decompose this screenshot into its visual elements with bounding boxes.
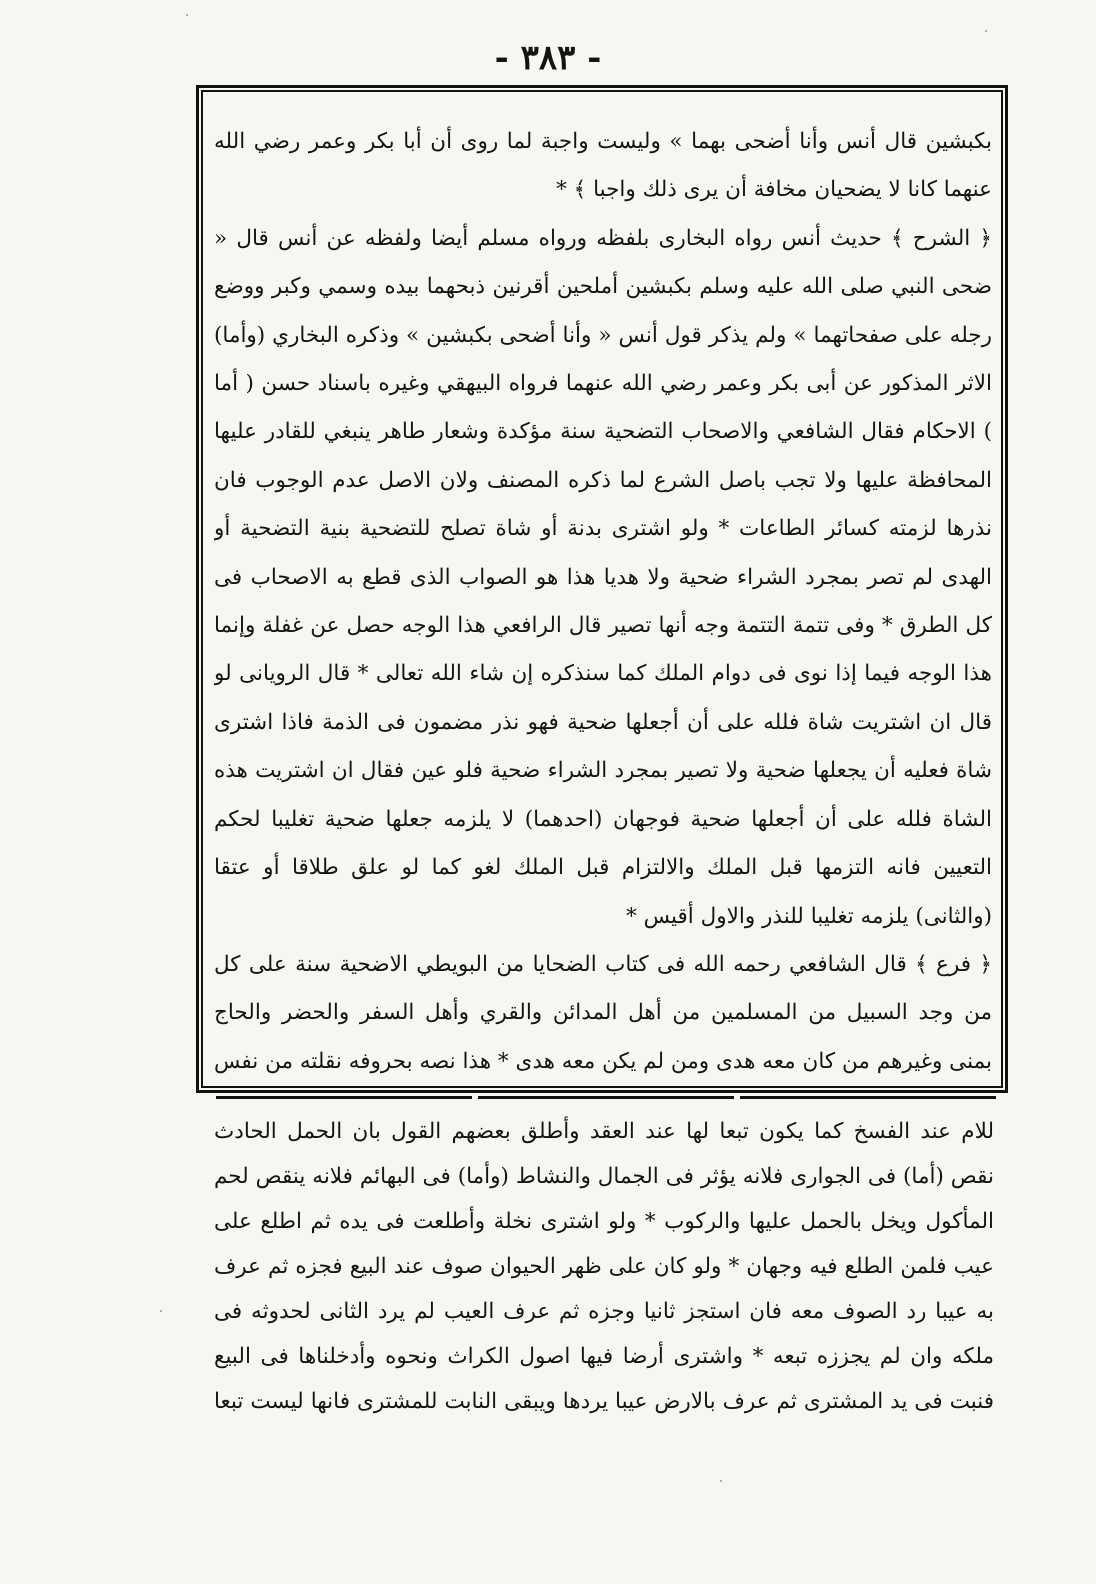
- footnote-divider: [216, 1096, 996, 1100]
- footnote-block: [214, 1109, 994, 1429]
- main-paragraph-3: ﴿ فرع ﴾ قال الشافعي رحمه الله فى كتاب الضحايا من البويطي الاضحية سنة على كل من وجد السبيل من المسلمين من أهل المدائن والقري وأهل السفر والحضر والحاج بمنى وغيرهم من كان معه هدى ومن لم يكن معه هدى * هذا نصه بحروفه نقلته من نفس: [214, 951, 992, 1074]
- page-number: - ٣٨٣ -: [494, 38, 602, 78]
- main-paragraph-2: ﴿ الشرح ﴾ حديث أنس رواه البخارى بلفظه ورواه مسلم أيضا ولفظه عن أنس قال « ضحى النبي صلى الله عليه وسلم بكبشين أملحين أقرنين ذبحهما بيده وسمي وكبر ووضع رجله على صفحاتهما » ولم يذكر قول أنس « وأنا أضحى بكبشين » وذكره البخاري (وأما) الاثر المذكور عن أبى بكر وعمر رضي الله عنهما فرواه البيهقي وغيره باسناد حسن ( أما ) الاحكام فقال الشافعي والاصحاب التضحية سنة مؤكدة وشعار طاهر ينبغي للقادر عليها المحافظة عليها ولا تجب باصل الشرع لما ذكره المصنف ولان الاصل عدم الوجوب فان نذرها لزمته كسائر الطاعات * ولو اشترى بدنة أو شاة تصلح للتضحية بنية التضحية أو الهدى لم تصر بمجرد الشراء ضحية ولا هديا هذا هو الصواب الذى قطع به الاصحاب فى كل الطرق * وفى تتمة التتمة وجه أنها تصير قال الرافعي هذا الوجه حصل عن غفلة وإنما هذا الوجه فيما إذا نوى فى دوام الملك كما سنذكره إن شاء الله تعالى * قال الرويانى لو قال ان اشتريت شاة فلله على أن أجعلها ضحية فهو نذر مضمون فى الذمة فاذا اشترى شاة فعليه أن يجعلها ضحية ولا تصير بمجرد الشراء ضحية فلو عين فقال ان اشتريت هذه الشاة فلله على أن أجعلها ضحية فوجهان (احدهما) لا يلزمه جعلها ضحية تغليبا لحكم التعيين فانه التزمها قبل الملك والالتزام قبل الملك لغو كما لو علق طلاقا أو عتقا (والثانى) يلزمه تغليبا للنذر والاول أقيس *: [214, 225, 992, 929]
- main-paragraph-1: بكبشين قال أنس وأنا أضحى بهما » وليست واجبة لما روى أن أبا بكر وعمر رضي الله عنهما كانا لا يضحيان مخافة أن يرى ذلك واجبا ﴾ *: [214, 129, 992, 203]
- main-text-block: [214, 118, 992, 1078]
- footnote-paragraph-1: للام عند الفسخ كما يكون تبعا لها عند العقد وأطلق بعضهم القول بان الحمل الحادث نقص (أما) فى الجوارى فلانه يؤثر فى الجمال والنشاط (وأما) فى البهائم فلانه ينقص لحم المأكول ويخل بالحمل عليها والركوب * ولو اشترى نخلة وأطلعت فى يده ثم اطلع على عيب فلمن الطلع فيه وجهان * ولو كان على ظهر الحيوان صوف عند البيع فجزه ثم عرف به عيبا رد الصوف معه فان استجز ثانيا وجزه ثم عرف العيب لم يرد الثانى لحدوثه فى ملكه وان لم يجززه تبعه * واشترى أرضا فيها اصول الكراث ونحوه وأدخلناها فى البيع فنبت فى يد المشترى ثم عرف بالارض عيبا يردها ويبقى النابت للمشترى فانها ليست تبعا: [214, 1119, 994, 1414]
